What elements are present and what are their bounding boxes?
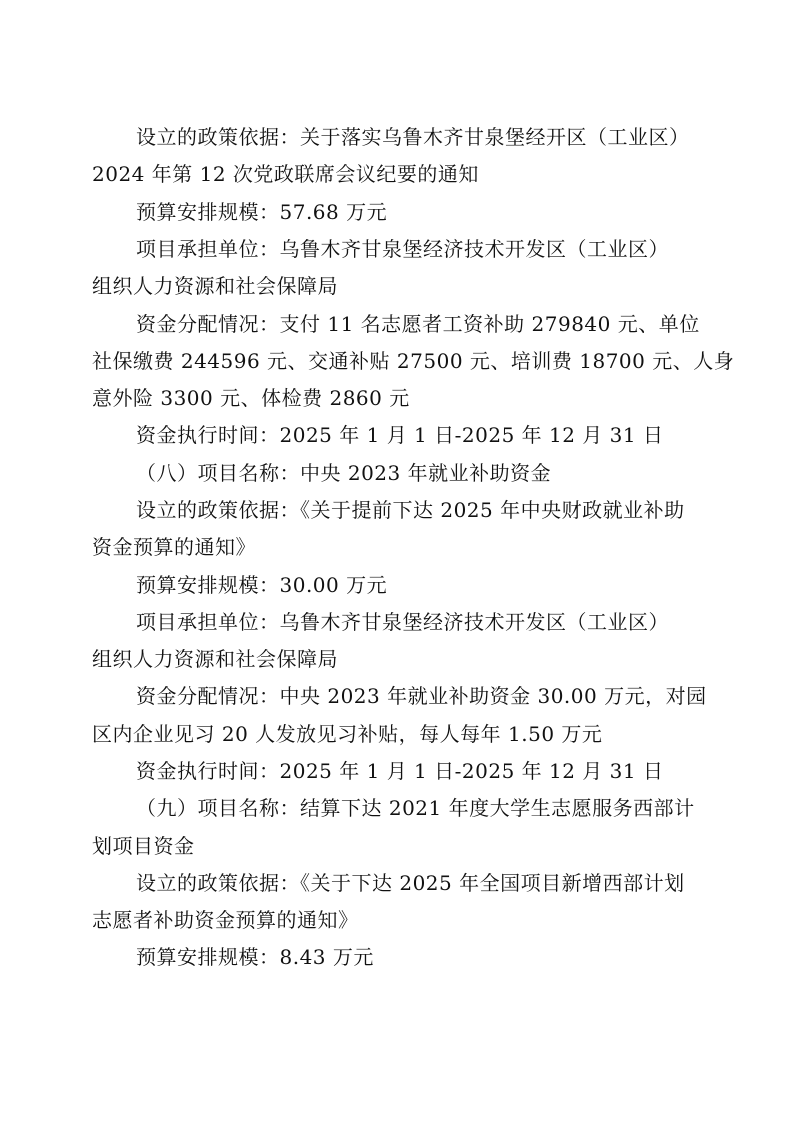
fund-allocation-line-2: 社保缴费 244596 元、交通补贴 27500 元、培训费 18700 元、人身 — [92, 349, 735, 373]
policy-basis-line-1: 设立的政策依据：关于落实乌鲁木齐甘泉堡经开区（工业区） — [136, 125, 690, 149]
fund-allocation-line-1: 资金分配情况：支付 11 名志愿者工资补助 279840 元、单位 — [136, 312, 700, 336]
policy-basis-line-1: 设立的政策依据：《关于下达 2025 年全国项目新增西部计划 — [136, 871, 685, 895]
policy-basis-line-2: 2024 年第 12 次党政联席会议纪要的通知 — [92, 162, 479, 186]
section-nine-heading-line-1: （九）项目名称：结算下达 2021 年度大学生志愿服务西部计 — [136, 796, 695, 820]
undertaking-unit-line-1: 项目承担单位：乌鲁木齐甘泉堡经济技术开发区（工业区） — [136, 610, 669, 634]
policy-basis-line-2: 资金预算的通知》 — [92, 535, 256, 559]
policy-basis-line-1: 设立的政策依据：《关于提前下达 2025 年中央财政就业补助 — [136, 498, 685, 522]
fund-allocation-line-3: 意外险 3300 元、体检费 2860 元 — [92, 386, 410, 410]
policy-basis-line-2: 志愿者补助资金预算的通知》 — [92, 908, 359, 932]
execution-time-line: 资金执行时间：2025 年 1 月 1 日-2025 年 12 月 31 日 — [136, 423, 664, 447]
undertaking-unit-line-2: 组织人力资源和社会保障局 — [92, 274, 338, 298]
section-nine-heading-line-2: 划项目资金 — [92, 834, 195, 858]
execution-time-line: 资金执行时间：2025 年 1 月 1 日-2025 年 12 月 31 日 — [136, 759, 664, 783]
budget-scale-line: 预算安排规模：30.00 万元 — [136, 573, 388, 597]
undertaking-unit-line-2: 组织人力资源和社会保障局 — [92, 647, 338, 671]
fund-allocation-line-1: 资金分配情况：中央 2023 年就业补助资金 30.00 万元，对园 — [136, 684, 707, 708]
section-eight-heading: （八）项目名称：中央 2023 年就业补助资金 — [136, 461, 552, 485]
fund-allocation-line-2: 区内企业见习 20 人发放见习补贴，每人每年 1.50 万元 — [92, 722, 603, 746]
budget-scale-line: 预算安排规模：57.68 万元 — [136, 200, 388, 224]
undertaking-unit-line-1: 项目承担单位：乌鲁木齐甘泉堡经济技术开发区（工业区） — [136, 237, 669, 261]
budget-scale-line: 预算安排规模：8.43 万元 — [136, 945, 374, 969]
